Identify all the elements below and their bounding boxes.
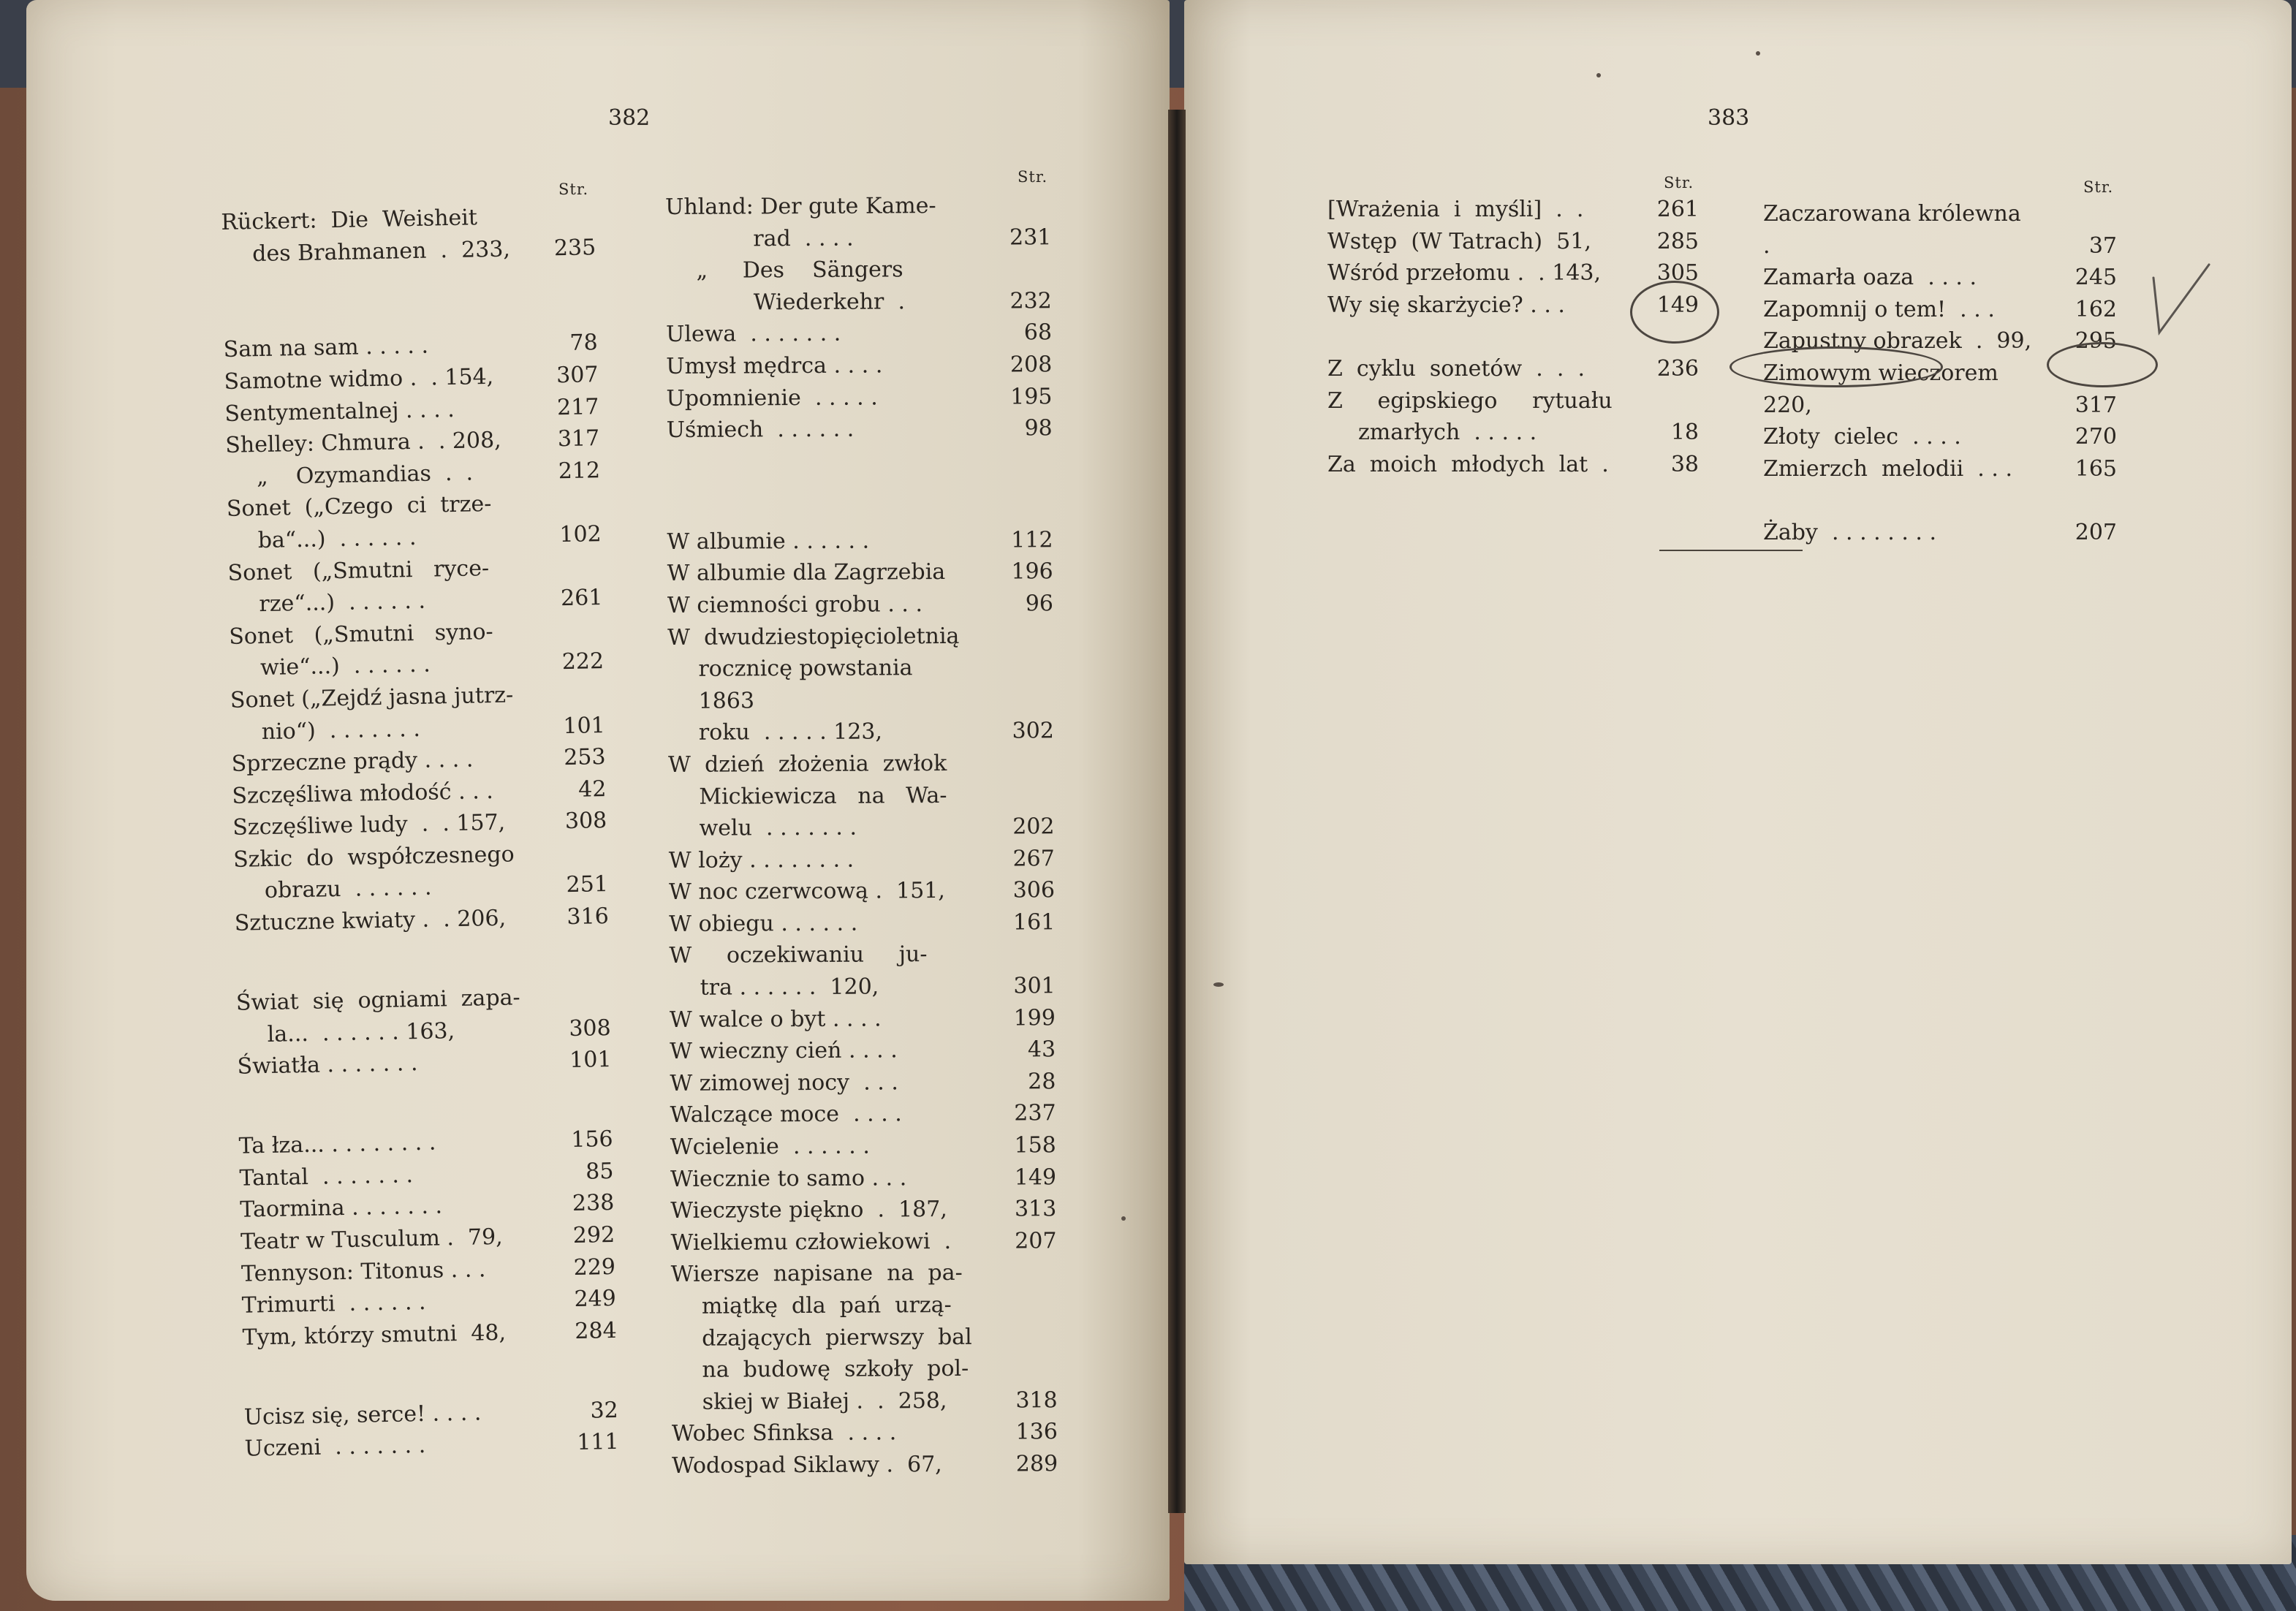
entry-title: Sam na sam . . . . . (223, 333, 429, 363)
entry-page: 289 (1015, 1451, 1058, 1477)
entry-page: 317 (557, 425, 600, 452)
entry-page: 285 (1656, 228, 1699, 254)
entry-title: „ Des Sängers (696, 257, 903, 284)
entry-title: Świat się ogniami zapa- (235, 985, 520, 1016)
entry-title: W loży . . . . . . . . (668, 846, 855, 873)
index-entry (1763, 421, 2117, 453)
entry-page: 136 (1015, 1419, 1058, 1445)
entry-page: 156 (570, 1126, 613, 1153)
index-entry (672, 1417, 1058, 1450)
entry-page: 207 (2075, 519, 2117, 545)
entry-title: Ta łza... . . . . . . . . (238, 1129, 436, 1159)
entry-page: 85 (585, 1158, 614, 1185)
entry-title: rze“...) . . . . . . (259, 588, 426, 618)
entry-page: 196 (1011, 558, 1053, 585)
entry-title: Wy się skarżycie? . . . (1327, 292, 1565, 318)
entry-title: Wśród przełomu . . 143, (1327, 260, 1602, 287)
entry-page: 96 (1025, 591, 1054, 617)
entry-page: 307 (556, 362, 599, 389)
entry-title: W wieczny cień . . . . (670, 1037, 898, 1065)
entry-title: Zimowym wieczorem 220, (1763, 360, 2006, 418)
entry-title: Sprzeczne prądy . . . . (231, 746, 474, 777)
paper-speck (1596, 73, 1601, 77)
index-entry (666, 317, 1052, 351)
index-entry (666, 285, 1052, 319)
entry-title: Sentymentalnej . . . . (224, 396, 455, 427)
entry-title: roku . . . . . 123, (698, 719, 883, 746)
entry-page: 235 (553, 234, 596, 261)
index-entry (1327, 257, 1699, 289)
entry-title: [Wrażenia i myśli] . . (1327, 197, 1584, 222)
entry-title: Tym, którzy smutni 48, (242, 1319, 507, 1351)
entry-page: 222 (561, 648, 605, 675)
entry-page: 253 (563, 744, 606, 771)
pencil-circle-mark (1630, 281, 1719, 344)
entry-title: Z egipskiego rytuału (1327, 387, 1613, 414)
entry-title: wie“...) . . . . . . (259, 651, 431, 681)
paper-speck (1756, 51, 1760, 56)
entry-page: 295 (2075, 328, 2117, 355)
entry-title: Shelley: Chmura . . 208, (224, 427, 501, 459)
index-entry (670, 1066, 1056, 1099)
str-label-right-col1: Str. (1664, 174, 1694, 192)
entry-page: 32 (590, 1397, 619, 1424)
index-entry (672, 1384, 1058, 1418)
entry-page: 292 (572, 1221, 615, 1249)
index-gap (222, 263, 598, 334)
entry-page: 102 (559, 521, 602, 548)
entry-title: W noc czerwcową . 151, (668, 878, 945, 906)
entry-title: Sztuczne kwiaty . . 206, (234, 905, 507, 936)
entry-page: 229 (573, 1254, 616, 1281)
entry-page: 249 (574, 1286, 617, 1313)
entry-page: 111 (576, 1429, 619, 1456)
entry-page: 149 (1656, 292, 1699, 318)
str-label-left-col2: Str. (1018, 168, 1048, 186)
entry-title: Wiederkehr . (753, 289, 906, 316)
entry-page: 318 (1015, 1387, 1058, 1414)
entry-title: Zamarła oaza . . . . (1763, 265, 1977, 291)
entry-page: 112 (1011, 526, 1053, 553)
entry-title: Żaby . . . . . . . . (1763, 519, 1936, 545)
entry-page: 261 (1656, 197, 1699, 222)
index-entry (670, 1098, 1056, 1132)
entry-title: tra . . . . . . 120, (700, 974, 879, 1001)
index-entry (669, 875, 1055, 909)
entry-title: miątkę dla pań urzą- (701, 1292, 952, 1319)
entry-title: dzających pierwszy bal (702, 1324, 972, 1352)
entry-page: 231 (1009, 224, 1052, 251)
entry-title: welu . . . . . . . (699, 814, 857, 841)
entry-page: 308 (569, 1015, 611, 1042)
entry-title: Szczęśliwa młodość . . . (232, 778, 494, 809)
index-column-right-1 (1327, 194, 1699, 480)
entry-title: Walczące moce . . . . (670, 1101, 902, 1129)
entry-title: des Brahmanen . 233, (251, 236, 511, 267)
entry-title: Uhland: Der gute Kame- (665, 193, 936, 220)
entry-title: Światła . . . . . . . (237, 1050, 418, 1080)
entry-title: ba“...) . . . . . . (257, 524, 417, 554)
index-entry (667, 620, 1053, 653)
entry-title: Złoty cielec . . . . (1763, 424, 1961, 450)
entry-page: 68 (1023, 319, 1053, 346)
index-entry (1327, 417, 1699, 449)
entry-title: Zmierzch melodii . . . (1763, 455, 2012, 482)
entry-title: Mickiewicza na Wa- (699, 782, 947, 810)
entry-page: 149 (1014, 1164, 1057, 1191)
entry-title: Zaczarowana królewna . (1763, 201, 2035, 259)
entry-page: 308 (564, 808, 607, 835)
entry-title: Wieczyste piękno . 187, (670, 1197, 947, 1224)
entry-page: 101 (569, 1047, 612, 1074)
index-entry (670, 1002, 1056, 1036)
entry-page: 301 (1013, 973, 1056, 999)
index-entry (670, 1034, 1056, 1067)
entry-page: 267 (1012, 845, 1055, 872)
str-label-right-col2: Str. (2083, 178, 2114, 196)
index-entry (668, 716, 1054, 749)
entry-title: Za moich młodych lat . (1327, 451, 1609, 477)
entry-title: Taormina . . . . . . . (240, 1193, 443, 1224)
end-rule (1659, 550, 1803, 551)
entry-page: 101 (563, 712, 606, 739)
entry-page: 98 (1024, 415, 1053, 441)
entry-page: 217 (556, 393, 599, 420)
entry-title: Zapomnij o tem! . . . (1763, 296, 1995, 322)
index-gap (667, 444, 1053, 526)
entry-title: Upomnienie . . . . . (666, 384, 878, 412)
entry-title: Sonet („Smutni syno- (228, 618, 493, 650)
index-gap (235, 933, 610, 988)
paper-speck (1121, 1216, 1126, 1221)
entry-title: Wobec Sfinksa . . . . (671, 1419, 897, 1447)
entry-title: Wiecznie to samo . . . (670, 1164, 907, 1192)
index-entry (667, 651, 1053, 717)
index-entry (668, 747, 1054, 781)
entry-title: Teatr w Tusculum . 79, (240, 1224, 504, 1255)
entry-title: W oczekiwaniu ju- (669, 941, 928, 969)
entry-title: Z cyklu sonetów . . . (1327, 355, 1585, 382)
entry-title: Wiersze napisane na pa- (670, 1260, 963, 1288)
entry-title: zmarłych . . . . . (1358, 420, 1537, 446)
index-gap (238, 1076, 613, 1131)
entry-page: 161 (1012, 909, 1056, 936)
entry-title: rad . . . . (753, 225, 854, 251)
entry-title: Trimurti . . . . . . (241, 1289, 426, 1319)
paper-speck (1213, 982, 1224, 987)
entry-title: Samotne widmo . . 154, (224, 363, 494, 395)
entry-page: 302 (1012, 718, 1054, 744)
pencil-circle-mark (1729, 346, 1943, 387)
index-entry (671, 1321, 1057, 1354)
entry-page: 238 (572, 1190, 615, 1217)
pencil-circle-mark (2047, 342, 2158, 387)
index-entry (670, 970, 1056, 1004)
entry-page: 232 (1009, 288, 1052, 314)
entry-page: 202 (1012, 814, 1055, 840)
entry-title: Szkic do współczesnego (232, 841, 515, 873)
entry-page: 212 (558, 457, 601, 484)
entry-title: Ulewa . . . . . . . (665, 321, 841, 348)
entry-title: W albumie . . . . . . (667, 528, 870, 555)
index-entry (1327, 353, 1699, 385)
index-entry (670, 1193, 1056, 1227)
index-entry (670, 1225, 1056, 1259)
entry-title: Wodospad Siklawy . 67, (672, 1452, 942, 1479)
index-gap (243, 1346, 618, 1401)
entry-page: 208 (1009, 352, 1053, 378)
entry-title: Uczeni . . . . . . . (244, 1433, 426, 1463)
index-entry (671, 1289, 1057, 1322)
index-entry (665, 253, 1051, 287)
index-entry (669, 906, 1055, 940)
entry-title: Ucisz się, serce! . . . . (243, 1400, 482, 1430)
entry-title: Sonet („Zejdź jasna jutrz- (230, 682, 514, 713)
index-entry (1763, 294, 2117, 326)
entry-title: rocznicę powstania 1863 (698, 655, 920, 714)
pencil-check-mark-icon (2149, 263, 2215, 336)
entry-page: 261 (560, 585, 603, 612)
index-entry (1327, 226, 1699, 258)
right-page-number: 383 (1708, 105, 1750, 131)
index-entry (667, 588, 1053, 621)
entry-title: Wielkiemu człowiekowi . (670, 1228, 952, 1256)
entry-page: 251 (566, 871, 609, 898)
entry-page: 42 (577, 776, 607, 803)
entry-page: 245 (2075, 265, 2117, 291)
entry-page: 18 (1670, 420, 1699, 446)
entry-title: Szczęśliwe ludy . . 157, (232, 809, 506, 841)
entry-page: 37 (2088, 232, 2117, 259)
index-entry (1763, 453, 2117, 485)
index-entry (1327, 449, 1699, 481)
entry-title: W walce o byt . . . . (669, 1006, 882, 1033)
index-entry (665, 189, 1051, 223)
index-entry (1763, 198, 2117, 262)
index-entry (666, 381, 1052, 414)
entry-page: 43 (1027, 1036, 1056, 1063)
index-entry (669, 939, 1055, 972)
entry-page: 199 (1013, 1004, 1056, 1031)
entry-page: 316 (567, 903, 610, 930)
index-entry (1327, 194, 1699, 226)
index-column-left-1 (221, 200, 619, 1465)
index-entry (668, 779, 1054, 813)
index-entry (671, 1257, 1057, 1291)
entry-page: 158 (1014, 1132, 1056, 1159)
index-entry (667, 556, 1053, 590)
entry-title: Umysł mędrca . . . . (666, 352, 883, 379)
entry-title: W ciemności grobu . . . (667, 591, 923, 618)
entry-title: „ Ozymandias . . (256, 460, 474, 490)
index-entry (1763, 517, 2117, 549)
entry-page: 237 (1014, 1100, 1056, 1126)
entry-page: 236 (1656, 355, 1699, 382)
index-entry (666, 349, 1052, 382)
entry-page: 207 (1015, 1228, 1057, 1254)
entry-title: W albumie dla Zagrzebia (667, 559, 946, 587)
entry-page: 162 (2075, 296, 2117, 322)
left-page-number: 382 (608, 105, 651, 131)
index-entry (671, 1352, 1057, 1386)
entry-title: la... . . . . . . 163, (267, 1017, 455, 1047)
entry-title: obrazu . . . . . . (264, 875, 432, 904)
entry-title: Wcielenie . . . . . . (670, 1133, 870, 1161)
entry-page: 270 (2075, 424, 2117, 450)
entry-title: na budowę szkoły pol- (702, 1356, 969, 1383)
index-entry (670, 1161, 1056, 1195)
index-entry (672, 1448, 1058, 1482)
entry-title: Zapustny obrazek . 99, (1763, 328, 2032, 355)
entry-title: W zimowej nocy . . . (670, 1069, 898, 1096)
entry-page: 28 (1028, 1069, 1056, 1095)
index-entry (670, 1129, 1056, 1163)
index-entry (667, 524, 1053, 558)
entry-title: W dzień złożenia zwłok (668, 750, 947, 778)
str-label-left-col1: Str. (558, 181, 589, 198)
entry-title: W dwudziestopięcioletnią (667, 623, 960, 651)
index-entry (665, 221, 1051, 255)
entry-title: Tantal . . . . . . . (239, 1162, 414, 1191)
index-entry (668, 811, 1054, 844)
entry-title: skiej w Białej . . 258, (702, 1387, 947, 1415)
entry-page: 306 (1012, 877, 1056, 903)
entry-title: Wstęp (W Tatrach) 51, (1327, 228, 1591, 254)
entry-title: Sonet („Smutni ryce- (227, 555, 490, 586)
book-spine-gutter (1168, 110, 1186, 1513)
entry-page: 317 (2075, 392, 2117, 418)
entry-title: Tennyson: Titonus . . . (240, 1256, 486, 1287)
entry-title: Uśmiech . . . . . . (666, 416, 855, 444)
index-column-left-2 (665, 189, 1058, 1482)
entry-page: 195 (1010, 383, 1053, 410)
entry-title: Rückert: Die Weisheit (221, 205, 478, 235)
index-entry (1327, 385, 1699, 417)
entry-page: 38 (1670, 451, 1699, 477)
index-entry (667, 412, 1053, 446)
index-entry (1763, 262, 2117, 294)
entry-page: 313 (1014, 1196, 1057, 1222)
entry-title: nio“) . . . . . . . (261, 716, 421, 745)
entry-page: 305 (1656, 260, 1699, 287)
entry-page: 284 (575, 1317, 617, 1344)
index-gap (1763, 485, 2117, 517)
entry-page: 78 (569, 330, 599, 357)
index-entry (669, 843, 1055, 876)
entry-page: 165 (2075, 455, 2117, 482)
entry-title: W obiegu . . . . . . (669, 910, 858, 937)
entry-title: Sonet („Czego ci trze- (226, 491, 492, 523)
